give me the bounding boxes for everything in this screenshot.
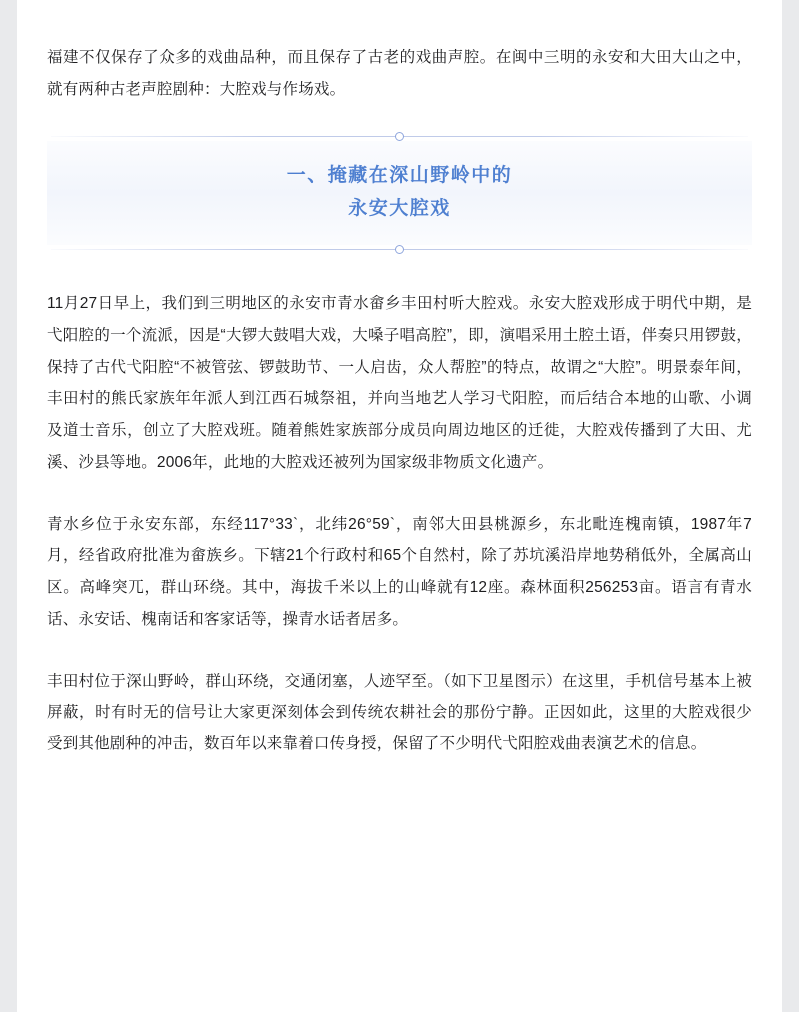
section-heading	[47, 141, 752, 246]
section-heading-line-2: 永安大腔戏	[348, 197, 451, 219]
body-paragraph-2: 青水乡位于永安东部，东经117°33`，北纬26°59`，南邻大田县桃源乡，东北毗连槐南镇，1987年7月，经省政府批准为畲族乡。下辖21个行政村和65个自然村，除了苏坑溪沿岸地势稍低外，全属高山区。高峰突兀，群山环绕。其中，海拔千米以上的山峰就有12座。森林面积256253亩。语言有青水话、永安话、槐南话和客家话等，操青水话者居多。	[47, 515, 752, 628]
article-page	[17, 0, 782, 1012]
intro-paragraph: 福建不仅保存了众多的戏曲品种，而且保存了古老的戏曲声腔。在闽中三明的永安和大田大山之中，就有两种古老声腔剧种：大腔戏与作场戏。	[47, 49, 752, 98]
section-heading-block	[47, 132, 752, 255]
divider-bottom	[51, 245, 748, 254]
body-paragraph-3: 丰田村位于深山野岭，群山环绕，交通闭塞，人迹罕至。（如下卫星图示）在这里，手机信号基本上被屏蔽，时有时无的信号让大家更深刻体会到传统农耕社会的那份宁静。正因如此，这里的大腔戏很少受到其他剧种的冲击，数百年以来靠着口传身授，保留了不少明代弋阳腔戏曲表演艺术的信息。	[47, 672, 752, 752]
divider-dot-icon	[395, 245, 404, 254]
section-heading-line-1: 一、掩藏在深山野岭中的	[286, 164, 513, 186]
body-paragraph-1: 11月27日早上，我们到三明地区的永安市青水畲乡丰田村听大腔戏。永安大腔戏形成于明代中期，是弋阳腔的一个流派，因是“大锣大鼓唱大戏，大嗓子唱高腔”，即，演唱采用土腔土语，伴奏只用锣鼓，保持了古代弋阳腔“不被管弦、锣鼓助节、一人启齿，众人帮腔”的特点，故谓之“大腔”。明景泰年间，丰田村的熊氏家族年年派人到江西石城祭祖，并向当地艺人学习弋阳腔，而后结合本地的山歌、小调及道士音乐，创立了大腔戏班。随着熊姓家族部分成员向周边地区的迁徙，大腔戏传播到了大田、尤溪、沙县等地。2006年，此地的大腔戏还被列为国家级非物质文化遗产。	[47, 295, 752, 471]
divider-top	[51, 132, 748, 141]
divider-dot-icon	[395, 132, 404, 141]
